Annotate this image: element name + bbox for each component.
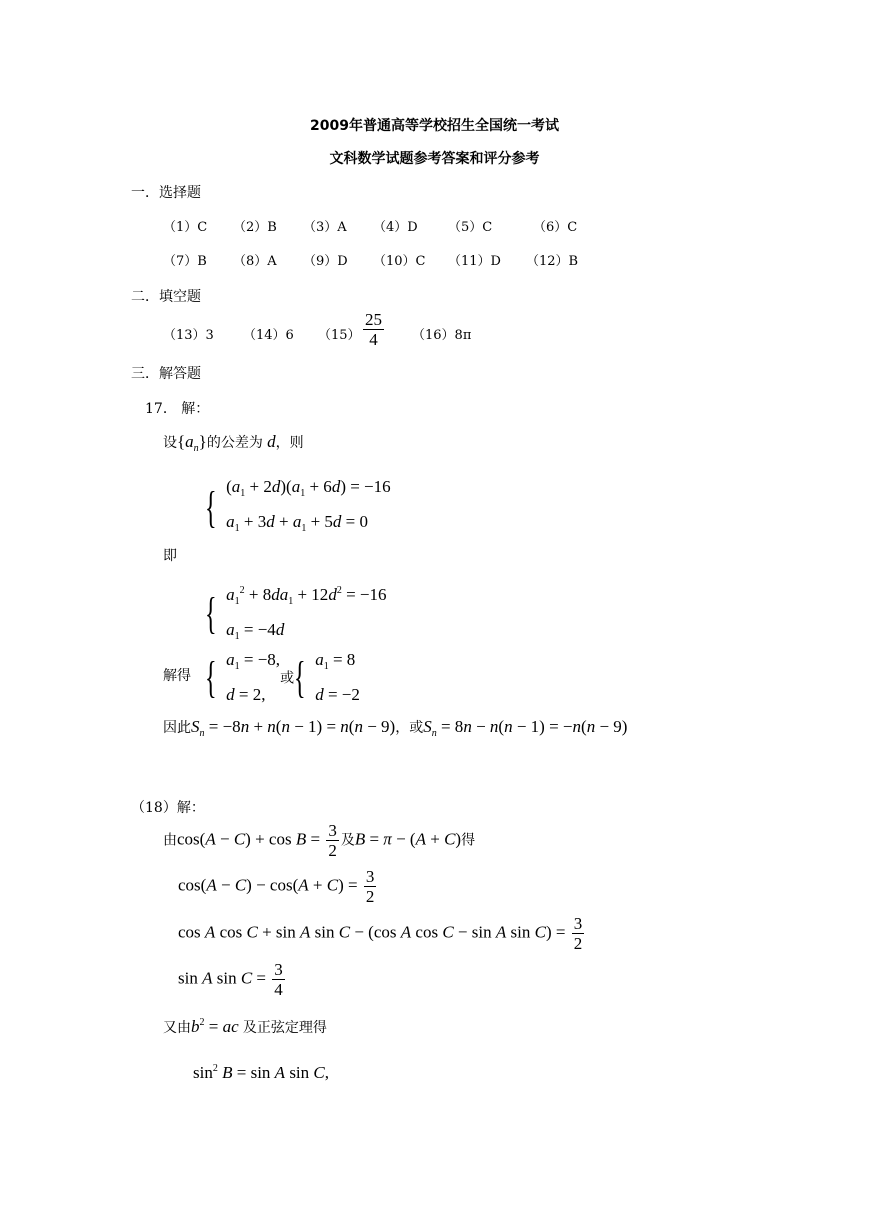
- q18-line-6: $\sin^2 B = \sin A$ sin C,: [193, 1063, 329, 1082]
- answer-7: （7）B: [163, 254, 207, 269]
- q17-label: 17． 解：: [145, 401, 210, 417]
- answer-1: （1）C: [163, 220, 208, 235]
- answer-9: （9）D: [303, 254, 348, 269]
- page-title: 2009年普通高等学校招生全国统一考试: [310, 118, 559, 134]
- answer-2: （2）B: [233, 220, 277, 235]
- answer-12: （12）B: [526, 254, 579, 269]
- answer-4: （4）D: [373, 220, 418, 235]
- q18-line-5: 又由$b^2$ = ac 及正弦定理得: [163, 1017, 327, 1036]
- q17-solve-label: 解得: [163, 668, 191, 684]
- answer-15-fraction: $\frac{25}{4}$: [365, 310, 382, 349]
- q17-system-2: { $a_1^2 + 8da_1 + 12d^2 = -16$ $a_1 = -4d$: [205, 585, 387, 642]
- answer-10: （10）C: [373, 254, 426, 269]
- answer-16: （16）8π: [412, 328, 472, 343]
- answer-13: （13）3: [163, 328, 214, 343]
- section-fill-heading: 二．填空题: [131, 289, 201, 305]
- q17-system-1: { $(a_1 + 2d)(a_1 + 6d) = -16$ $a_1 + 3d + a_1 + 5d = 0$: [205, 477, 391, 534]
- q17-ji: 即: [163, 548, 177, 564]
- answer-3: （3）A: [303, 220, 347, 235]
- q17-setup: 设$\{a_n\}$的公差为 d，则: [163, 432, 304, 454]
- q18-line-4: sin A sin C = $\frac{3}{4}$: [178, 960, 283, 999]
- q18-label: （18）解：: [131, 800, 205, 816]
- answer-14: （14）6: [243, 328, 294, 343]
- q17-result: 因此$S_n = -8n + n(n - 1) = n(n - 9)$，或$S_n = 8n - n(n - 1) = -n(n - 9)$: [163, 717, 628, 739]
- answer-8: （8）A: [233, 254, 277, 269]
- answer-5: （5）C: [448, 220, 493, 235]
- section-choice-heading: 一．选择题: [131, 185, 201, 201]
- q18-line-1: 由cos(A − C) + cos B = $\frac{3}{2}$ 及B = π − (A + C)得: [163, 821, 476, 860]
- answer-11: （11）D: [448, 254, 501, 269]
- q17-solutions: { $a_1 = -8$, d = 2, 或{ $a_1 = 8$ d = −2: [205, 650, 360, 704]
- q18-line-3: cos A cos C + sin A sin C − (cos A cos C − sin A sin C) = $\frac{3}{2}$: [178, 914, 583, 953]
- q18-line-2: cos(A − C) − cos(A + C) = $\frac{3}{2}$: [178, 867, 375, 906]
- section-solution-heading: 三．解答题: [131, 366, 201, 382]
- page-subtitle: 文科数学试题参考答案和评分参考: [329, 151, 540, 167]
- answer-6: （6）C: [533, 220, 578, 235]
- answer-15-label: （15）: [318, 328, 361, 343]
